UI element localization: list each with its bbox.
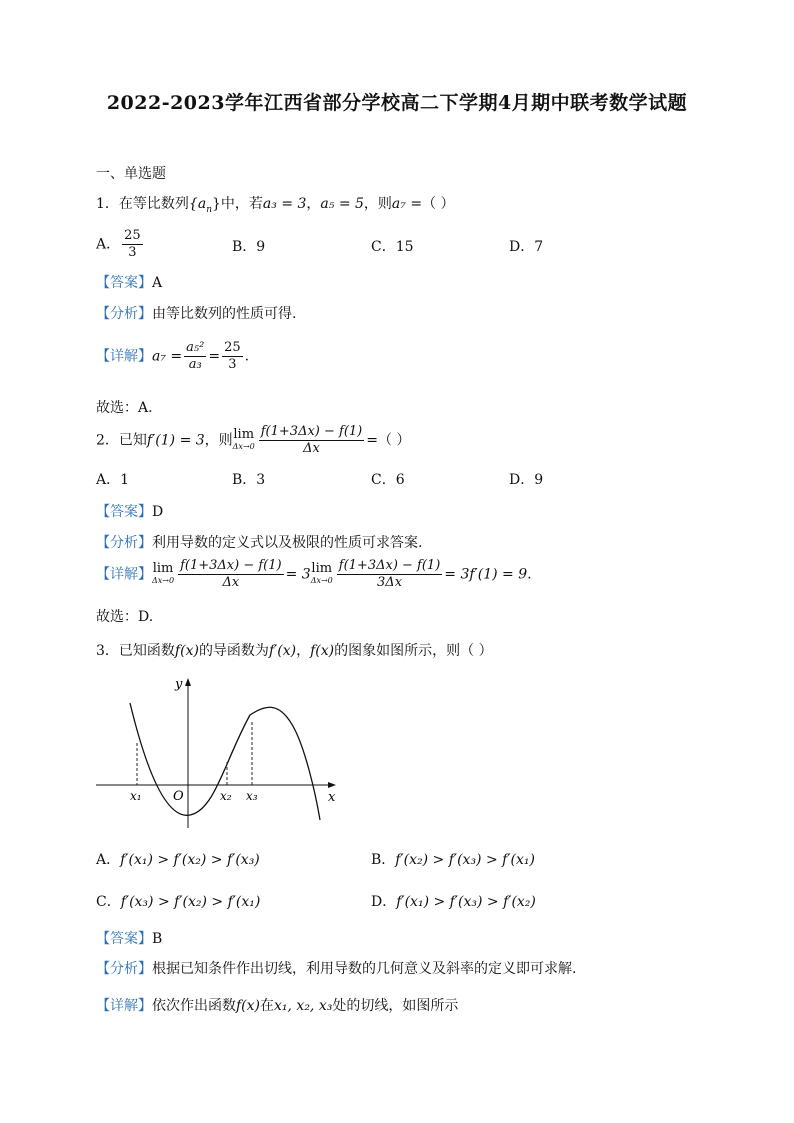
q2-detail-fraction-1-num: f(1+3Δx) − f(1) [180, 558, 282, 573]
q2-detail-fraction-1 [178, 558, 284, 591]
q3-option-d-label: D． [371, 894, 397, 910]
q3-analysis-text: 根据已知条件作出切线，利用导数的几何意义及斜率的定义即可求解. [152, 961, 577, 977]
q1-detail-rden: 3 [228, 357, 237, 372]
q2-fraction-num: f(1+3Δx) − f(1) [260, 424, 363, 439]
q3-analysis [96, 958, 576, 978]
q2-option-c[interactable]: C．6 [371, 472, 405, 488]
q3-detail [96, 995, 458, 1015]
q1-a7: a₇ = [391, 196, 423, 212]
q2-analysis [96, 532, 422, 552]
q1-detail-num: a₅² [186, 340, 205, 355]
q2-option-b[interactable]: B．3 [232, 472, 266, 488]
q2-detail-limit-1-word: lim [152, 560, 174, 576]
x1-label: x₁ [130, 789, 142, 803]
q2-detail-fraction-2 [337, 558, 443, 591]
q2-detail-limit-1-sub: Δx→0 [152, 575, 175, 585]
q1-a5: a₅ = 5 [320, 196, 364, 212]
x2-label: x₂ [220, 789, 232, 803]
q2-detail-fraction-2-num: f(1+3Δx) − f(1) [338, 558, 441, 573]
q1-stem-d: ，则 [363, 196, 392, 212]
q1-answer-value: A [152, 275, 163, 291]
q1-stem-e: （ ） [422, 196, 455, 212]
q1-seq: $\{a_n\}$ [188, 196, 221, 215]
q2-stem [96, 424, 410, 457]
q3-option-a-text: f′(x₁) > f′(x₂) > f′(x₃) [120, 852, 260, 868]
q2-detail-limit-2-word: lim [311, 560, 333, 576]
q2-detail-eq2: = 3f′(1) = 9 [444, 566, 528, 583]
q3-function-graph [90, 670, 350, 835]
q2-limit-sub: Δx→0 [232, 441, 255, 451]
x-axis-arrow [328, 782, 336, 788]
q2-limit-word: lim [233, 426, 255, 442]
q2-detail-limit-2-sub: Δx→0 [310, 575, 333, 585]
q2-answer [96, 501, 163, 521]
q1-detail-end: . [244, 348, 250, 365]
q3-stem-d: 的图象如图所示，则（ ） [334, 643, 493, 659]
q1-stem-c: ， [306, 196, 321, 212]
q1-stem [96, 193, 455, 215]
q2-detail-limit-2 [310, 560, 333, 587]
q1-option-d[interactable]: D．7 [509, 239, 544, 255]
q2-analysis-text: 利用导数的定义式以及极限的性质可求答案. [152, 535, 423, 551]
q3-detail-a: 依次作出函数 [152, 998, 236, 1014]
q3-fpx: f′(x) [268, 643, 297, 659]
q2-detail [96, 558, 532, 591]
q1-stem-b: 中，若 [220, 196, 263, 212]
answer-tag: 【答案】 [96, 504, 152, 520]
q2-stem-b: ，则 [204, 432, 233, 449]
q3-option-a[interactable] [96, 849, 260, 869]
q3-option-c-label: C． [96, 894, 121, 910]
y-axis-label: y [175, 677, 183, 692]
q1-option-a-label: A． [96, 236, 121, 253]
q3-detail-points: x₁, x₂, x₃ [274, 998, 333, 1014]
q1-stem-a: 1．在等比数列 [96, 196, 189, 212]
q3-detail-c: 处的切线，如图所示 [332, 998, 459, 1014]
q1-conclusion: 故选：A. [96, 400, 153, 416]
x3-label: x₃ [246, 789, 258, 803]
q3-fx-2: f(x) [310, 643, 335, 659]
q2-detail-fraction-1-den: Δx [222, 575, 240, 590]
q2-option-d[interactable]: D．9 [509, 472, 544, 488]
q1-analysis [96, 303, 296, 323]
q3-fx: f(x) [174, 643, 199, 659]
q3-option-c[interactable] [96, 891, 260, 911]
detail-tag: 【详解】 [96, 348, 152, 365]
q1-option-b[interactable]: B．9 [232, 239, 266, 255]
q2-answer-value: D [152, 504, 164, 520]
q1-option-a-fraction [122, 228, 143, 261]
q2-fraction [259, 424, 365, 457]
q1-answer [96, 272, 162, 292]
analysis-tag: 【分析】 [96, 306, 152, 322]
q3-stem [96, 640, 493, 660]
q3-option-b[interactable] [371, 849, 535, 869]
q3-option-d[interactable] [371, 891, 536, 911]
detail-tag: 【详解】 [96, 566, 152, 583]
q1-detail-eq: = [208, 348, 221, 365]
section-heading: 一、单选题 [96, 166, 166, 182]
q2-condition: f′(1) = 3 [146, 432, 205, 449]
q3-stem-c: ， [296, 643, 311, 659]
analysis-tag: 【分析】 [96, 961, 152, 977]
q1-a3: a₃ = 3 [262, 196, 307, 212]
q1-detail-fraction [184, 340, 206, 373]
q2-fraction-den: Δx [303, 441, 320, 456]
q2-conclusion: 故选：D. [96, 609, 154, 625]
q1-detail-rnum: 25 [224, 340, 241, 355]
page-title: 2022-2023学年江西省部分学校高二下学期4月期中联考数学试题 [106, 92, 688, 114]
q1-detail-den: a₃ [188, 357, 202, 372]
q2-stem-c: =（ ） [366, 432, 411, 449]
q3-stem-a: 3．已知函数 [96, 643, 175, 659]
detail-tag: 【详解】 [96, 998, 152, 1014]
q3-option-b-text: f′(x₂) > f′(x₃) > f′(x₁) [395, 852, 535, 868]
q3-detail-b: 在 [260, 998, 275, 1014]
q2-option-a[interactable]: A．1 [96, 472, 130, 488]
q3-answer-value: B [152, 931, 163, 947]
q3-option-b-label: B． [371, 852, 396, 868]
q2-detail-end: . [527, 566, 532, 583]
q1-detail [96, 340, 249, 373]
q1-detail-result [222, 340, 243, 373]
q2-detail-eq1: = 3 [285, 566, 311, 583]
q1-seq-open: {a [188, 196, 207, 212]
q2-detail-fraction-2-den: 3Δx [377, 575, 403, 590]
x-axis-label: x [328, 790, 336, 805]
q1-option-a-num: 25 [124, 228, 141, 243]
q3-detail-fx: f(x) [236, 998, 261, 1014]
answer-tag: 【答案】 [96, 275, 152, 291]
analysis-tag: 【分析】 [96, 535, 152, 551]
answer-tag: 【答案】 [96, 931, 152, 947]
q3-option-d-text: f′(x₁) > f′(x₃) > f′(x₂) [396, 894, 536, 910]
q2-detail-limit-1 [152, 560, 175, 587]
origin-label: O [173, 789, 184, 804]
q2-stem-a: 2．已知 [96, 432, 147, 449]
q1-option-a[interactable] [96, 228, 145, 261]
y-axis-arrow [185, 678, 191, 686]
q3-stem-b: 的导函数为 [198, 643, 269, 659]
q1-detail-lhs: a₇ = [152, 348, 183, 365]
q2-limit [232, 426, 255, 453]
q1-analysis-text: 由等比数列的性质可得. [152, 306, 297, 322]
q3-option-c-text: f′(x₃) > f′(x₂) > f′(x₁) [120, 894, 261, 910]
q1-option-a-den: 3 [128, 245, 137, 260]
q1-option-c[interactable]: C．15 [371, 239, 414, 255]
q3-answer [96, 928, 162, 948]
q3-option-a-label: A． [96, 852, 121, 868]
